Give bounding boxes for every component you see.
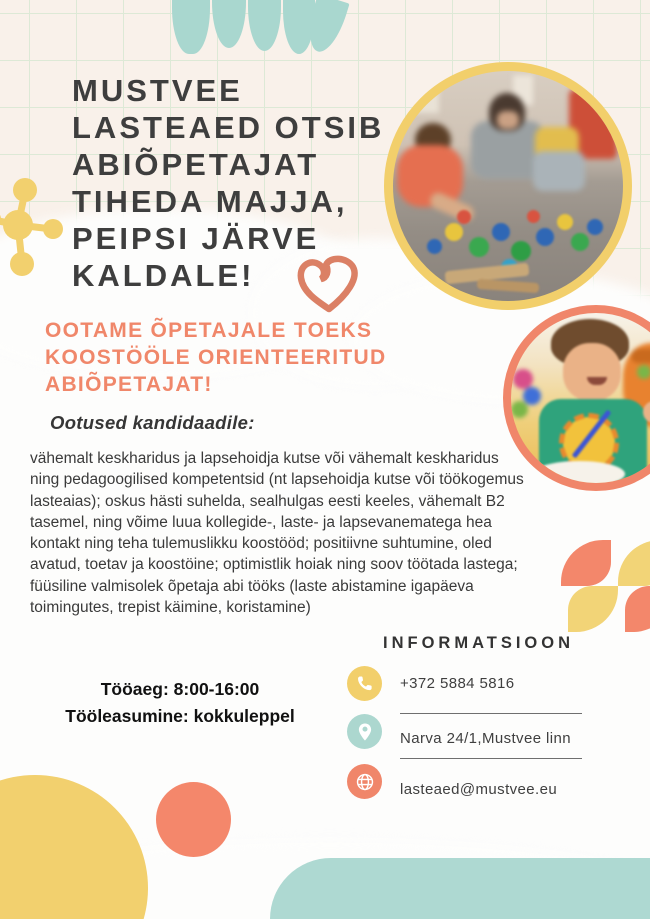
divider-line [400,758,582,759]
location-pin-icon [347,714,382,749]
poster-title-line: TIHEDA MAJJA, [72,184,348,219]
quote-marks-decoration [618,540,650,632]
teal-corner-decoration [270,858,650,919]
phone-icon [347,666,382,701]
poster-subtitle-line: KOOSTÖÖLE ORIENTEERITUD [45,346,387,369]
teal-petal-decoration [172,0,210,54]
teal-petal-decoration [248,0,281,51]
expectations-heading: Ootused kandidaadile: [50,412,255,433]
poster-title-line: KALDALE! [72,258,255,293]
poster-subtitle-line: ABIÕPETAJAT! [45,373,213,396]
schedule-block [30,676,330,730]
yellow-molecule-shape [0,176,64,280]
email-text: lasteaed@mustvee.eu [400,781,558,798]
quote-marks-decoration [561,540,617,632]
poster-title [72,72,384,294]
photo-toys [393,71,623,301]
poster-title-line: LASTEAED OTSIB [72,110,385,145]
phone-number: +372 5884 5816 [400,675,515,692]
poster-title-line: MUSTVEE [72,73,243,108]
teal-petal-decoration [212,0,246,48]
photo-children-playing [384,62,632,310]
poster-title-line: ABIÕPETAJAT [72,147,320,182]
work-time-text: Tööaeg: 8:00-16:00 [100,679,260,699]
address-text: Narva 24/1,Mustvee linn [400,730,571,747]
poster-subtitle [45,317,386,398]
poster-title-line: PEIPSI JÄRVE [72,221,320,256]
expectations-body: vähemalt keskharidus ja lapsehoidja kutse või vähemalt keskharidus ning pedagoogilised kompetentsid (nt lapsehoidja kutse või töökogemus lasteaias); oskus hästi suhelda, sealhulgas eesti keeles, vähemalt B2 tasemel, ning võime luua kollegide-, laste- ja lapsevanematega hea kontakt ning teha tulemuslikku koostööd; positiivne suhtumine, oled avatud, toetav ja koostöine; optimistlik hoiak ning soov töötada lastega; füüsiline valmisolek õpetaja abi tööks (laste abistamine igapäeva toimingutes, trepist käimine, koristamine) [30,450,524,617]
globe-icon [347,764,382,799]
info-heading: INFORMATSIOON [383,634,575,652]
divider-line [400,713,582,714]
poster-subtitle-line: OOTAME ÕPETAJALE TOEKS [45,319,373,342]
coral-circle-decoration [156,782,231,857]
work-start-text: Tööleasumine: kokkuleppel [65,706,295,726]
